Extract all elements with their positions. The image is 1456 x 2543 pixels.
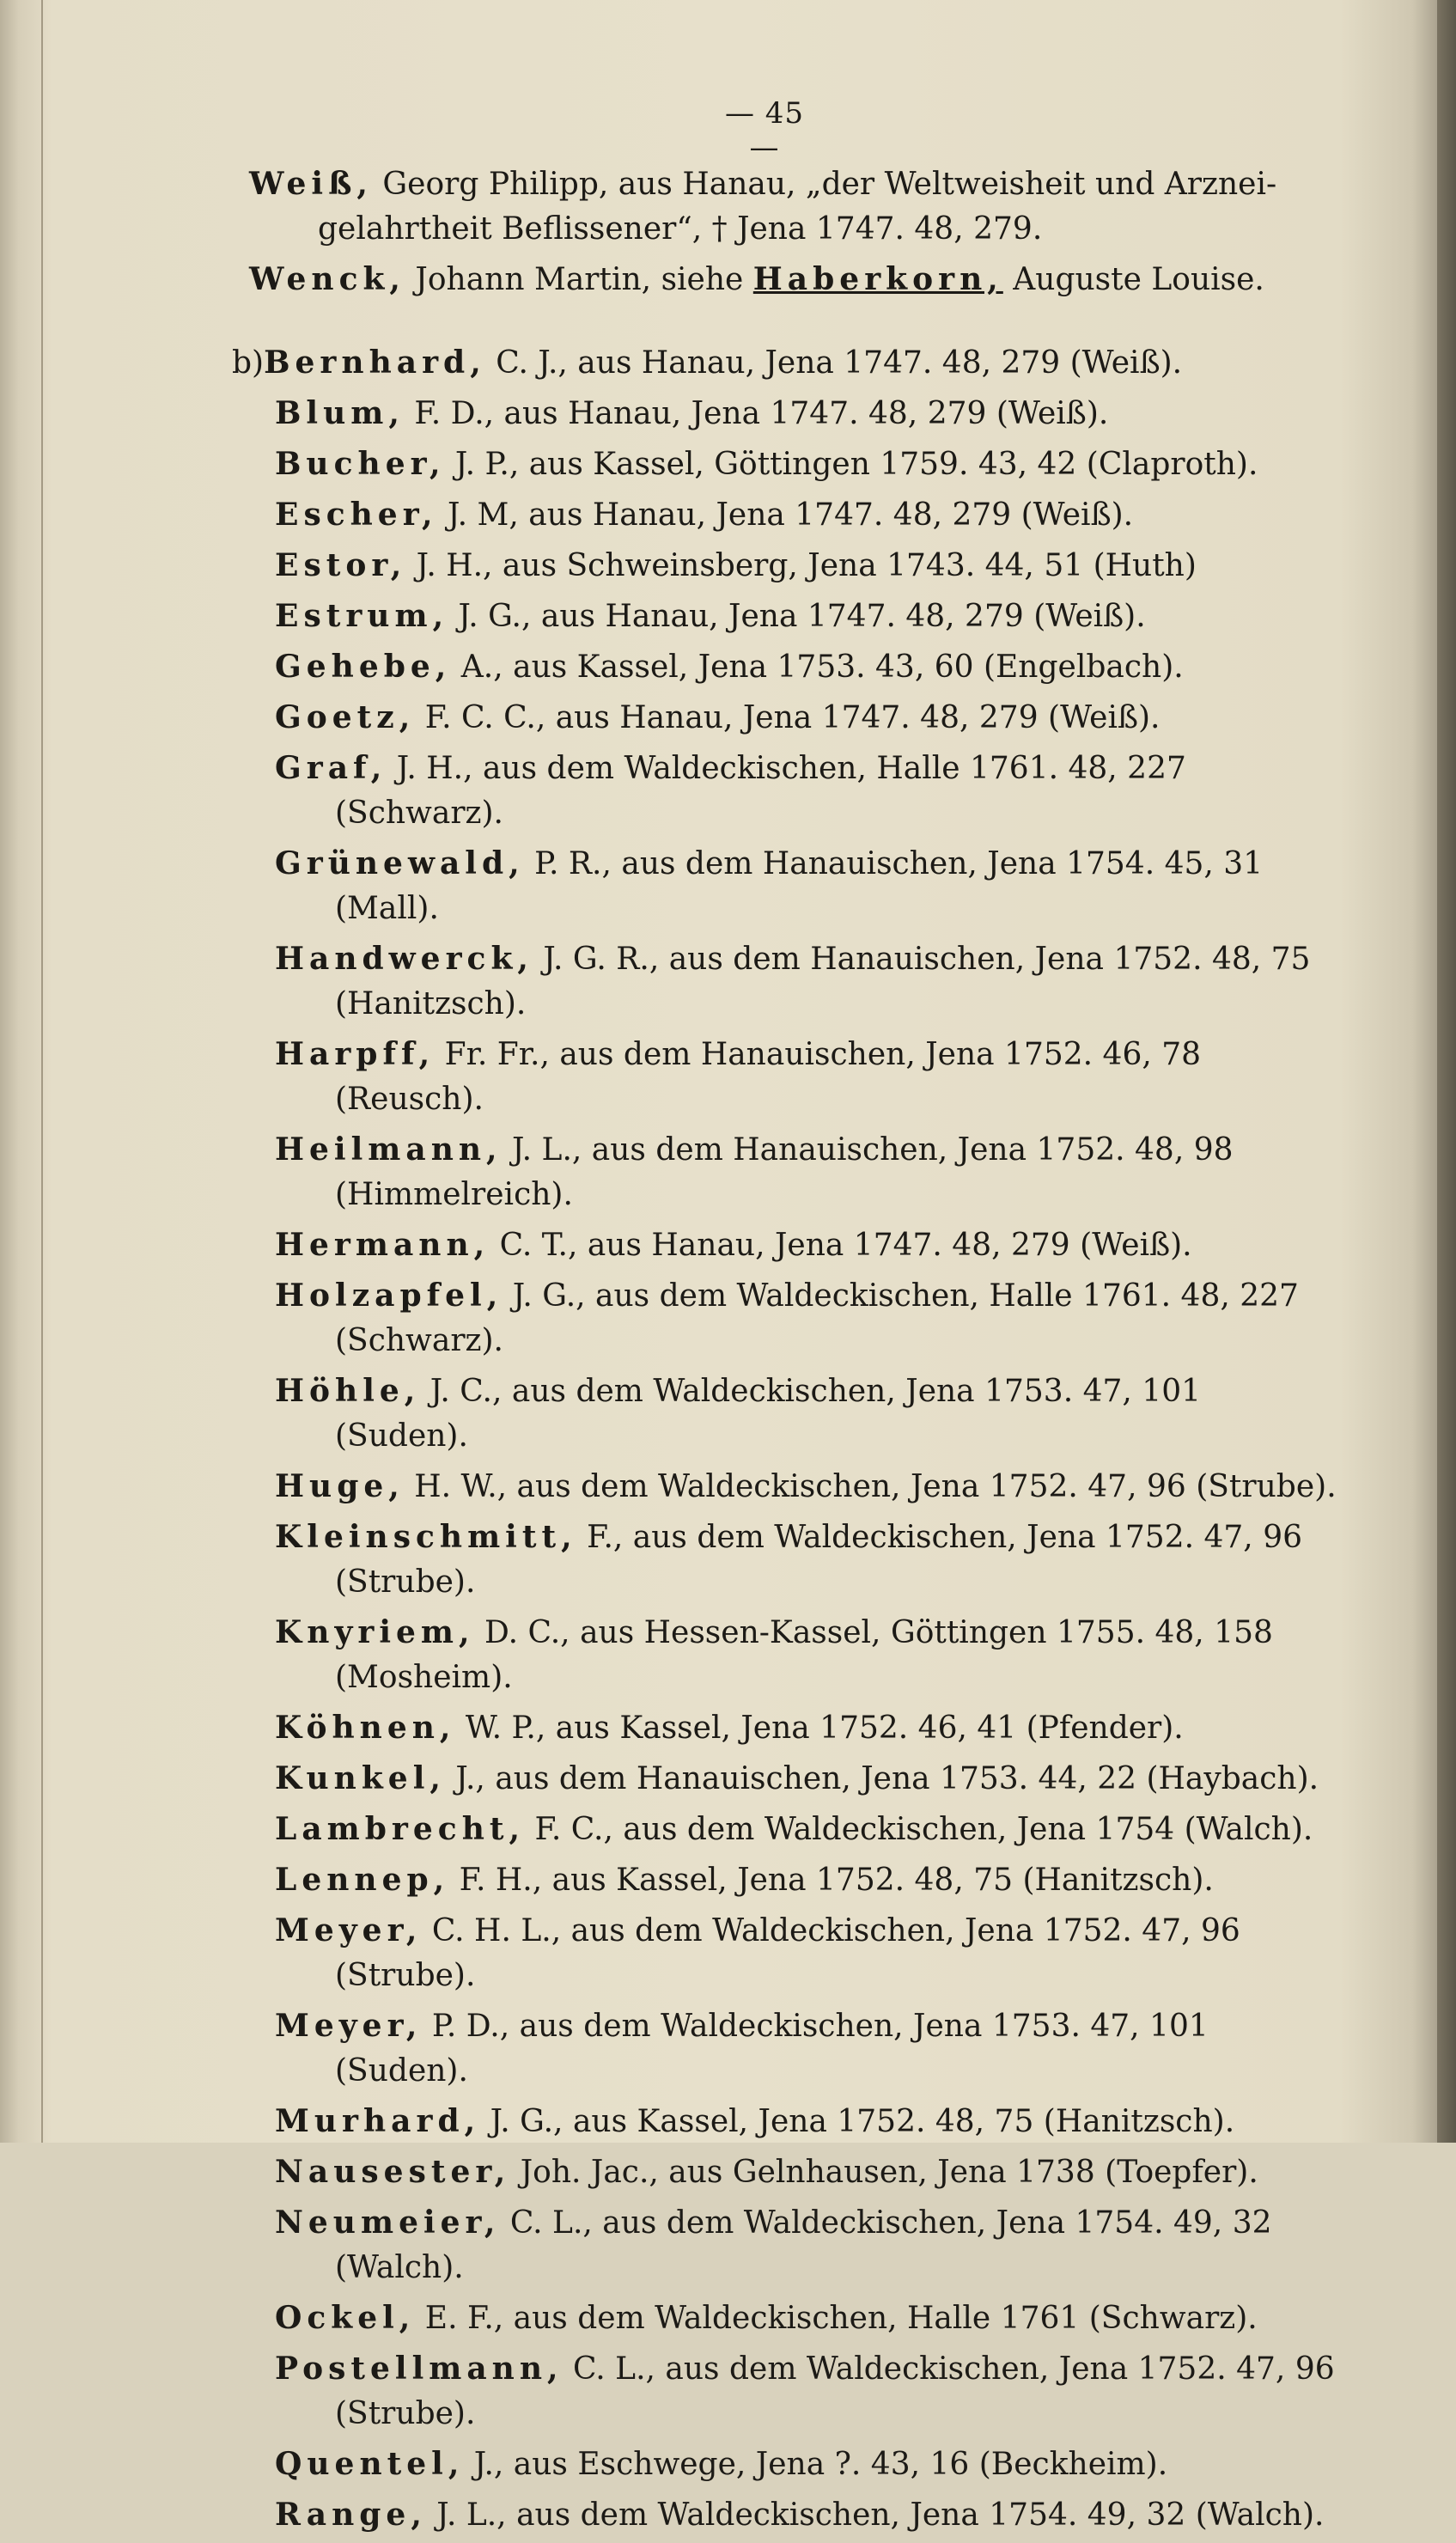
entry-name: Nausester, [275, 2154, 511, 2190]
list-item [275, 841, 1340, 931]
entry-text: Georg Philipp, aus Hanau, „der Weltweisheit und Arznei-gelahrtheit Beflissener“, † Jena 1747. 48, 279. [318, 167, 1277, 247]
list-item [275, 1807, 1340, 1852]
entry-text: J. G., aus Hanau, Jena 1747. 48, 279 (Weiß). [448, 599, 1146, 634]
entry-name: Kleinschmitt, [275, 1519, 577, 1555]
list-item [275, 2346, 1340, 2436]
list-item [275, 2442, 1340, 2487]
entry-name: Knyriem, [275, 1614, 475, 1650]
entry-text: J. L., aus dem Hanauischen, Jena 1752. 48, 98 (Himmelreich). [335, 1132, 1234, 1212]
entry-name: Holzapfel, [275, 1278, 503, 1314]
entry-name: Köhnen, [275, 1710, 456, 1746]
entry-text: J. G. R., aus dem Hanauischen, Jena 1752. 48, 75 (Hanitzsch). [335, 942, 1311, 1021]
list-item [275, 2296, 1340, 2341]
list-item [275, 492, 1340, 538]
entry-name: Heilmann, [275, 1131, 503, 1168]
section-b-list [232, 340, 1340, 2538]
list-item [275, 1515, 1340, 1605]
entry-text: J. L., aus dem Waldeckischen, Jena 1754. 49, 32 (Walch). [426, 2497, 1325, 2533]
list-item [275, 644, 1340, 690]
entry-name: Murhard, [275, 2103, 481, 2139]
entry-name: Bucher, [275, 446, 446, 482]
entry-list [232, 162, 1340, 2543]
entry-name: Huge, [275, 1468, 405, 1504]
list-item [275, 746, 1340, 836]
list-item [275, 594, 1340, 639]
entry-name: Range, [275, 2497, 427, 2533]
list-item [232, 340, 1340, 386]
list-item [275, 695, 1340, 741]
entry-text: C. J., aus Hanau, Jena 1747. 48, 279 (Weiß). [485, 345, 1183, 381]
entry-name: Postellmann, [275, 2351, 564, 2387]
entry-text: P. D., aus dem Waldeckischen, Jena 1753. 47, 101 (Suden). [335, 2009, 1209, 2089]
entry-name: Höhle, [275, 1373, 421, 1409]
entry-text: F. D., aus Hanau, Jena 1747. 48, 279 (Weiß). [404, 396, 1109, 431]
entry-name: Grünewald, [275, 845, 525, 881]
entry-text: W. P., aus Kassel, Jena 1752. 46, 41 (Pfender). [455, 1711, 1184, 1746]
entry-name: Estor, [275, 547, 407, 583]
entry-text: J. P., aus Kassel, Göttingen 1759. 43, 42 (Claproth). [445, 447, 1258, 482]
list-item [275, 1223, 1340, 1268]
entry-name: Lennep, [275, 1862, 450, 1898]
entry-text: E. F., aus dem Waldeckischen, Halle 1761 (Schwarz). [415, 2301, 1258, 2336]
entry-text: J. H., aus dem Waldeckischen, Halle 1761. 48, 227 (Schwarz). [335, 751, 1186, 831]
entry-text: F. H., aus Kassel, Jena 1752. 48, 75 (Hanitzsch). [449, 1863, 1214, 1898]
section-gap [249, 308, 1340, 340]
entry-name: Meyer, [275, 2008, 423, 2044]
entry-text: J. C., aus dem Waldeckischen, Jena 1753. 47, 101 (Suden). [335, 1374, 1201, 1454]
entry-text: C. T., aus Hanau, Jena 1747. 48, 279 (Weiß). [490, 1228, 1192, 1263]
entry-text: Auguste Louise. [1002, 262, 1264, 297]
entry-text: A., aus Kassel, Jena 1753. 43, 60 (Engelbach). [451, 649, 1184, 685]
entry-name: Hermann, [275, 1227, 490, 1263]
entry-text: D. C., aus Hessen-Kassel, Göttingen 1755. 48, 158 (Mosheim). [335, 1615, 1273, 1695]
list-item [275, 1908, 1340, 1998]
entry-name: Goetz, [275, 699, 416, 735]
list-item [275, 442, 1340, 487]
cross-reference: Haberkorn, [752, 261, 1003, 297]
entry-name: Weiß, [249, 166, 373, 202]
entry-name: Neumeier, [275, 2205, 501, 2241]
list-item [275, 1273, 1340, 1363]
page-edge [1437, 0, 1456, 2143]
entry-name: Meyer, [275, 1912, 423, 1948]
entry-text: Fr. Fr., aus dem Hanauischen, Jena 1752. 46, 78 (Reusch). [335, 1037, 1202, 1117]
entry-name: Wenck, [249, 261, 405, 297]
entry-weiss [249, 162, 1340, 252]
entry-text: J., aus dem Hanauischen, Jena 1753. 44, 22 (Haybach). [445, 1761, 1319, 1796]
entry-text: C. L., aus dem Waldeckischen, Jena 1752. 47, 96 (Strube). [335, 2351, 1335, 2431]
list-item [275, 2099, 1340, 2144]
entry-text: J. M, aus Hanau, Jena 1747. 48, 279 (Weiß). [437, 497, 1134, 533]
entry-name: Bernhard, [264, 345, 486, 381]
entry-name: Estrum, [275, 598, 449, 634]
list-item [275, 2200, 1340, 2290]
list-item [275, 936, 1340, 1027]
entry-name: Handwerck, [275, 941, 533, 977]
entry-name: Graf, [275, 750, 387, 786]
list-item [275, 2003, 1340, 2094]
list-item [275, 1756, 1340, 1802]
entry-text: Johann Martin, siehe [405, 262, 753, 297]
list-item [275, 1705, 1340, 1751]
entry-name: Harpff, [275, 1036, 436, 1072]
entry-name: Lambrecht, [275, 1811, 526, 1847]
list-item [275, 391, 1340, 436]
entry-name: Ockel, [275, 2300, 416, 2336]
list-item [275, 1369, 1340, 1459]
entry-text: F. C., aus dem Waldeckischen, Jena 1754 (Walch). [525, 1812, 1313, 1847]
entry-name: Kunkel, [275, 1760, 446, 1796]
entry-text: F., aus dem Waldeckischen, Jena 1752. 47, 96 (Strube). [335, 1520, 1303, 1600]
gutter-line [41, 0, 43, 2143]
list-item [275, 1032, 1340, 1122]
entry-text: P. R., aus dem Hanauischen, Jena 1754. 45, 31 (Mall). [335, 846, 1264, 926]
entry-name: Escher, [275, 497, 438, 533]
entry-name: Gehebe, [275, 649, 452, 685]
section-marker: b) [232, 345, 265, 381]
list-item [275, 2150, 1340, 2195]
entry-name: Quentel, [275, 2446, 465, 2482]
entry-wenck [249, 257, 1340, 302]
entry-text: F. C. C., aus Hanau, Jena 1747. 48, 279 (Weiß). [415, 700, 1161, 735]
list-item [275, 1857, 1340, 1903]
entry-text: Joh. Jac., aus Gelnhausen, Jena 1738 (Toepfer). [510, 2155, 1258, 2190]
entry-text: J. G., aus dem Waldeckischen, Halle 1761. 48, 227 (Schwarz). [335, 1278, 1299, 1358]
list-item [275, 2492, 1340, 2538]
entry-name: Blum, [275, 395, 405, 431]
entry-text: J., aus Eschwege, Jena ?. 43, 16 (Beckheim). [464, 2447, 1168, 2482]
entry-text: C. H. L., aus dem Waldeckischen, Jena 1752. 47, 96 (Strube). [335, 1913, 1240, 1993]
entry-text: J. G., aus Kassel, Jena 1752. 48, 75 (Hanitzsch). [480, 2104, 1235, 2139]
list-item [275, 1610, 1340, 1700]
entry-text: H. W., aus dem Waldeckischen, Jena 1752. 47, 96 (Strube). [404, 1469, 1337, 1504]
list-item [275, 1127, 1340, 1217]
page-number: — 45 — [724, 96, 805, 165]
entry-text: J. H., aus Schweinsberg, Jena 1743. 44, 51 (Huth) [406, 548, 1197, 583]
list-item [275, 1464, 1340, 1509]
entry-text: C. L., aus dem Waldeckischen, Jena 1754. 49, 32 (Walch). [335, 2205, 1272, 2285]
list-item [275, 543, 1340, 588]
